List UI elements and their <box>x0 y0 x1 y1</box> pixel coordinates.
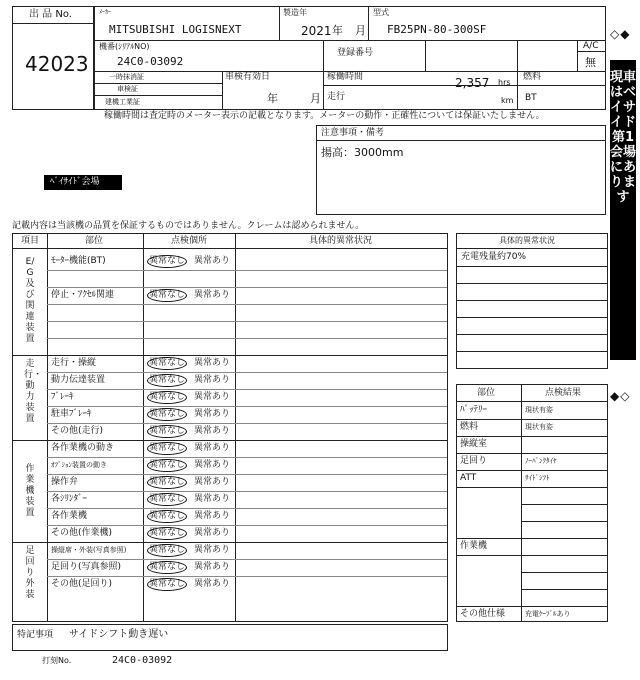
results-header-result: 点検結果 <box>545 388 582 398</box>
shuppin-box <box>12 6 94 110</box>
result-row-divider <box>521 589 607 590</box>
maker-label: ﾒｰｶｰ <box>99 9 112 16</box>
normal-circle: 異常なし <box>148 409 185 419</box>
year-value: 2021 <box>301 24 332 38</box>
result-row-divider <box>521 572 607 573</box>
header-detail: 具体的異常状況 <box>309 236 373 246</box>
abnormal-option: 異常あり <box>194 545 231 555</box>
row-divider <box>47 576 447 577</box>
normal-circle: 異常なし <box>148 511 185 521</box>
part-label: その他(走行) <box>51 426 104 436</box>
right-results-table <box>456 384 608 622</box>
part-label: 各ｼﾘﾝﾀﾞｰ <box>51 494 88 504</box>
part-label: その他(作業機) <box>51 528 113 538</box>
cert-inspection: 車検証 <box>117 85 138 93</box>
normal-circle: 異常なし <box>148 256 185 266</box>
section-divider <box>13 542 447 543</box>
row-divider <box>47 270 447 271</box>
normal-circle: 異常なし <box>148 358 185 368</box>
shuppin-number: 42023 <box>25 52 89 76</box>
normal-circle: 異常なし <box>148 392 185 402</box>
result-row-divider <box>457 453 607 454</box>
part-label: 停止・ｱｸｾﾙ関連 <box>51 290 115 300</box>
special-value: サイドシフト動き遅い <box>69 629 169 640</box>
special-label: 特記事項 <box>17 630 54 640</box>
section-label: 作業機装置 <box>25 463 35 518</box>
ac-label: A/C <box>583 41 599 51</box>
run-unit: km <box>501 96 514 105</box>
detail-row-divider <box>457 266 607 267</box>
row-divider <box>47 287 447 288</box>
part-label: ﾌﾞﾚｰｷ <box>51 392 74 402</box>
abnormal-option: 異常あり <box>194 562 231 572</box>
row-divider <box>47 457 447 458</box>
ac-value: 無 <box>585 56 596 69</box>
abnormal-option: 異常あり <box>194 511 231 521</box>
normal-circle: 異常なし <box>148 494 185 504</box>
stamp-value: 24C0-03092 <box>112 655 173 666</box>
cert-construction: 建機工業証 <box>105 98 140 106</box>
abnormal-option: 異常あり <box>194 477 231 487</box>
part-label: 各作業機の動き <box>51 443 115 453</box>
part-label: 足回り(写真参照) <box>51 562 122 572</box>
part-label: 操作弁 <box>51 477 79 487</box>
result-row-divider <box>521 521 607 522</box>
registration-label: 登録番号 <box>337 48 374 58</box>
side-banner: 現車はベイサイド第1会場にあります <box>610 60 636 360</box>
result-row-divider <box>457 487 607 488</box>
detail-row-divider <box>457 317 607 318</box>
fuel-label: 燃料 <box>523 72 542 82</box>
inspection-date-label: 車検有効日 <box>225 72 271 82</box>
result-part: 燃料 <box>460 422 479 432</box>
inspection-month-unit: 月 <box>310 92 321 105</box>
detail-row-text: 充電残量約70% <box>461 252 527 262</box>
banner-marks-bottom: ◆◇ <box>610 389 631 403</box>
normal-circle: 異常なし <box>148 579 185 589</box>
detail-row-divider <box>457 334 607 335</box>
serial-label: 機番(ｼﾘｱﾙNO) <box>99 42 150 51</box>
detail-row-divider <box>457 283 607 284</box>
result-row-divider <box>521 504 607 505</box>
row-divider <box>47 474 447 475</box>
shuppin-label: 出 品 No. <box>29 9 72 20</box>
normal-circle: 異常なし <box>148 460 185 470</box>
result-value: ｻｲﾄﾞｼﾌﾄ <box>525 474 550 482</box>
year-label: 製造年 <box>283 8 307 17</box>
section-label: 足回り外装 <box>25 546 35 600</box>
row-divider <box>47 559 447 560</box>
result-part: その他仕様 <box>460 609 506 619</box>
normal-circle: 異常なし <box>148 290 185 300</box>
result-row-divider <box>457 538 607 539</box>
hours-value: 2,357 <box>455 76 490 90</box>
result-value: ﾉｰﾊﾟﾝｸﾀｲﾔ <box>525 457 557 465</box>
result-part: 作業機 <box>460 541 488 551</box>
abnormal-option: 異常あり <box>194 256 231 266</box>
right-detail-header: 具体的異常状況 <box>499 236 555 245</box>
part-label: 操縦席・外装(写真参照) <box>51 546 127 554</box>
header-check: 点検個所 <box>171 236 208 246</box>
row-divider <box>47 525 447 526</box>
result-row-divider <box>457 436 607 437</box>
result-value: 現状有姿 <box>525 406 553 414</box>
row-divider <box>47 423 447 424</box>
normal-circle: 異常なし <box>148 545 185 555</box>
hours-disclaimer: 稼働時間は査定時のメーター表示の記載となります。メーターの動作・正確性については保証いたしません。 <box>104 111 545 121</box>
special-notes-box <box>12 624 448 651</box>
row-divider <box>47 321 447 322</box>
fuel-value: BT <box>525 93 537 103</box>
abnormal-option: 異常あり <box>194 409 231 419</box>
header-item: 項目 <box>21 236 40 246</box>
abnormal-option: 異常あり <box>194 443 231 453</box>
row-divider <box>47 372 447 373</box>
part-label: ﾓｰﾀｰ機能(BT) <box>51 256 106 266</box>
part-label: 走行・操縦 <box>51 358 97 368</box>
abnormal-option: 異常あり <box>194 426 231 436</box>
abnormal-option: 異常あり <box>194 290 231 300</box>
normal-circle: 異常なし <box>148 375 185 385</box>
row-divider <box>47 304 447 305</box>
abnormal-option: 異常あり <box>194 358 231 368</box>
model-value: FB25PN-80-300SF <box>387 23 487 36</box>
result-row-divider <box>457 470 607 471</box>
normal-circle: 異常なし <box>148 426 185 436</box>
part-label: 動力伝達装置 <box>51 375 106 385</box>
part-label: 各作業機 <box>51 511 88 521</box>
stamp-label: 打刻No. <box>42 656 72 665</box>
header-part: 部位 <box>85 236 104 246</box>
banner-marks-top: ◇◆ <box>610 27 631 41</box>
hours-label: 稼働時間 <box>327 72 364 82</box>
venue-tag: ﾍﾞｲｻｲﾄﾞ会場 <box>44 175 122 190</box>
notes-label: 注意事項・備考 <box>321 128 385 138</box>
inspection-year-unit: 年 <box>267 92 278 105</box>
results-header-part: 部位 <box>477 388 496 398</box>
header-grid <box>94 6 606 110</box>
result-row-divider <box>457 606 607 607</box>
abnormal-option: 異常あり <box>194 460 231 470</box>
detail-row-divider <box>457 351 607 352</box>
result-row-divider <box>457 555 607 556</box>
normal-circle: 異常なし <box>148 443 185 453</box>
part-label: その他(足回り) <box>51 579 113 589</box>
row-divider <box>47 508 447 509</box>
part-label: ｵﾌﾟｼｮﾝ装置の動き <box>51 461 107 469</box>
model-label: 型式 <box>373 8 389 17</box>
abnormal-option: 異常あり <box>194 528 231 538</box>
section-divider <box>13 355 447 356</box>
serial-value: 24C0-03092 <box>117 55 184 68</box>
row-divider <box>47 389 447 390</box>
notes-box <box>316 125 606 215</box>
result-value: 現状有姿 <box>525 423 553 431</box>
abnormal-option: 異常あり <box>194 375 231 385</box>
part-label: 駐車ﾌﾞﾚｰｷ <box>51 409 92 419</box>
section-label: 走行・動力装置 <box>24 359 43 424</box>
section-divider <box>13 440 447 441</box>
run-label: 走行 <box>327 92 346 102</box>
detail-row-divider <box>457 300 607 301</box>
year-unit: 年 <box>332 24 343 37</box>
section-label: E/G及び関連装置 <box>25 257 35 344</box>
quality-disclaimer: 記載内容は当該機の品質を保証するものではありません。クレームは認められません。 <box>12 221 365 231</box>
result-part: ATT <box>460 473 477 483</box>
cert-temporary: 一時抹消証 <box>109 73 144 81</box>
result-value: 充電ｹｰﾌﾞﾙあり <box>525 610 571 618</box>
right-detail-table <box>456 233 608 369</box>
result-part: 操縦室 <box>460 439 488 449</box>
row-divider <box>47 338 447 339</box>
maker-value: MITSUBISHI LOGISNEXT <box>109 23 242 36</box>
normal-circle: 異常なし <box>148 528 185 538</box>
result-part: 足回り <box>460 456 488 466</box>
result-row-divider <box>457 419 607 420</box>
notes-value: 揚高：3000mm <box>321 146 404 159</box>
row-divider <box>47 406 447 407</box>
abnormal-option: 異常あり <box>194 392 231 402</box>
row-divider <box>47 491 447 492</box>
month-unit: 月 <box>355 24 366 37</box>
normal-circle: 異常なし <box>148 477 185 487</box>
abnormal-option: 異常あり <box>194 494 231 504</box>
result-part: ﾊﾞｯﾃﾘｰ <box>460 405 488 415</box>
inspection-table <box>12 233 448 622</box>
normal-circle: 異常なし <box>148 562 185 572</box>
abnormal-option: 異常あり <box>194 579 231 589</box>
hours-unit: hrs <box>498 78 511 87</box>
